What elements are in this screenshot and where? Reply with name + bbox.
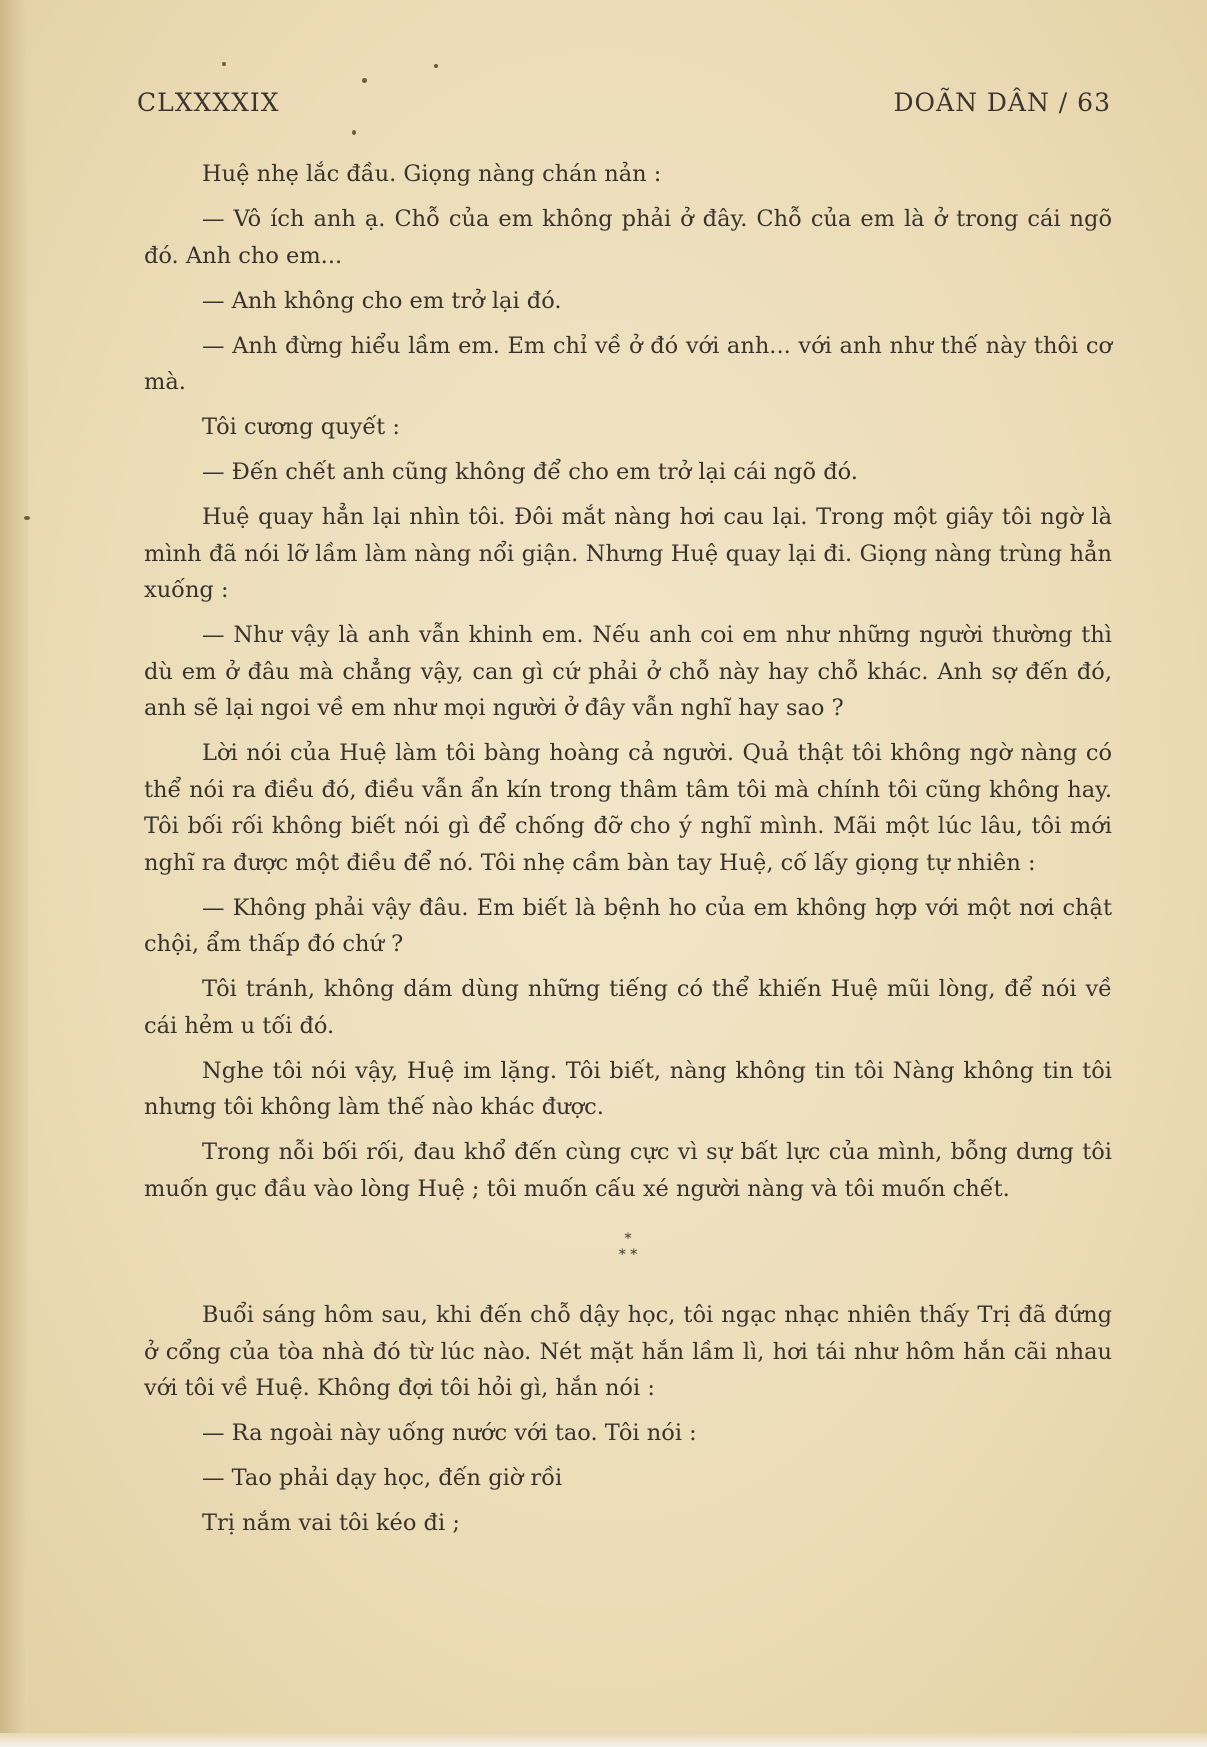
paragraph: — Anh đừng hiểu lầm em. Em chỉ về ở đó với anh... với anh như thế này thôi cơ mà. [144, 332, 1112, 395]
series-number: CLXXXXIX [137, 88, 280, 117]
paragraph: — Tao phải dạy học, đến giờ rồi [202, 1465, 563, 1491]
paragraph: — Vô ích anh ạ. Chỗ của em không phải ở đây. Chỗ của em là ở trong cái ngõ đó. Anh cho em... [144, 206, 1112, 269]
page-bottom-edge [0, 1733, 1207, 1747]
asterism-bottom: * * [618, 1247, 638, 1263]
paragraph: Tôi tránh, không dám dùng những tiếng có thể khiến Huệ mũi lòng, để nói về cái hẻm u tối đó. [144, 976, 1112, 1039]
page-body [144, 156, 1112, 1550]
paragraph: — Đến chết anh cũng không để cho em trở lại cái ngõ đó. [202, 459, 858, 485]
paragraph: Huệ quay hẳn lại nhìn tôi. Đôi mắt nàng hơi cau lại. Trong một giây tôi ngờ là mình đã nói lỡ lầm làm nàng nổi giận. Nhưng Huệ quay lại đi. Giọng nàng trùng hẳn xuống : [144, 504, 1112, 603]
paragraph: Buổi sáng hôm sau, khi đến chỗ dậy học, tôi ngạc nhạc nhiên thấy Trị đã đứng ở cổng của tòa nhà đó từ lúc nào. Nét mặt hắn lầm lì, hơi tái như hôm hắn cãi nhau với tôi về Huệ. Không đợi tôi hỏi gì, hắn nói : [144, 1302, 1112, 1401]
paragraph: Trị nắm vai tôi kéo đi ; [202, 1510, 460, 1536]
paragraph: — Như vậy là anh vẫn khinh em. Nếu anh coi em như những người thường thì dù em ở đâu mà chẳng vậy, can gì cứ phải ở chỗ này hay chỗ khác. Anh sợ đến đó, anh sẽ lại ngoi về em như mọi người ở đây vẫn nghĩ hay sao ? [144, 622, 1112, 721]
paragraph: Trong nỗi bối rối, đau khổ đến cùng cực vì sự bất lực của mình, bỗng dưng tôi muốn gục đầu vào lòng Huệ ; tôi muốn cấu xé người nàng và tôi muốn chết. [144, 1139, 1112, 1202]
paragraph: Huệ nhẹ lắc đầu. Giọng nàng chán nản : [202, 161, 662, 187]
section-break-asterism [144, 1231, 1112, 1263]
running-header [137, 88, 1111, 122]
paper-speck [222, 62, 226, 66]
paragraph: — Ra ngoài này uống nước với tao. Tôi nói : [202, 1420, 697, 1446]
paragraph: Lời nói của Huệ làm tôi bàng hoàng cả người. Quả thật tôi không ngờ nàng có thể nói ra điều đó, điều vẫn ẩn kín trong thâm tâm tôi mà chính tôi cũng không hay. Tôi bối rối không biết nói gì để chống đỡ cho ý nghĩ mình. Mãi một lúc lâu, tôi mới nghĩ ra được một điều để nó. Tôi nhẹ cầm bàn tay Huệ, cố lấy giọng tự nhiên : [144, 740, 1112, 876]
paper-speck [24, 516, 30, 520]
paper-speck [362, 78, 367, 83]
paragraph: — Không phải vậy đâu. Em biết là bệnh ho của em không hợp với một nơi chật chội, ẩm thấp đó chứ ? [144, 894, 1112, 957]
paragraph: Tôi cương quyết : [202, 414, 400, 440]
paper-speck [434, 64, 438, 68]
author-and-page-number: DOÃN DÂN / 63 [893, 88, 1111, 117]
page-left-edge [0, 0, 28, 1747]
paragraph: Nghe tôi nói vậy, Huệ im lặng. Tôi biết, nàng không tin tôi Nàng không tin tôi nhưng tôi không làm thế nào khác được. [144, 1057, 1112, 1120]
asterism-top: * [624, 1231, 632, 1247]
paragraph: — Anh không cho em trở lại đó. [202, 287, 562, 314]
paper-speck [352, 130, 356, 135]
